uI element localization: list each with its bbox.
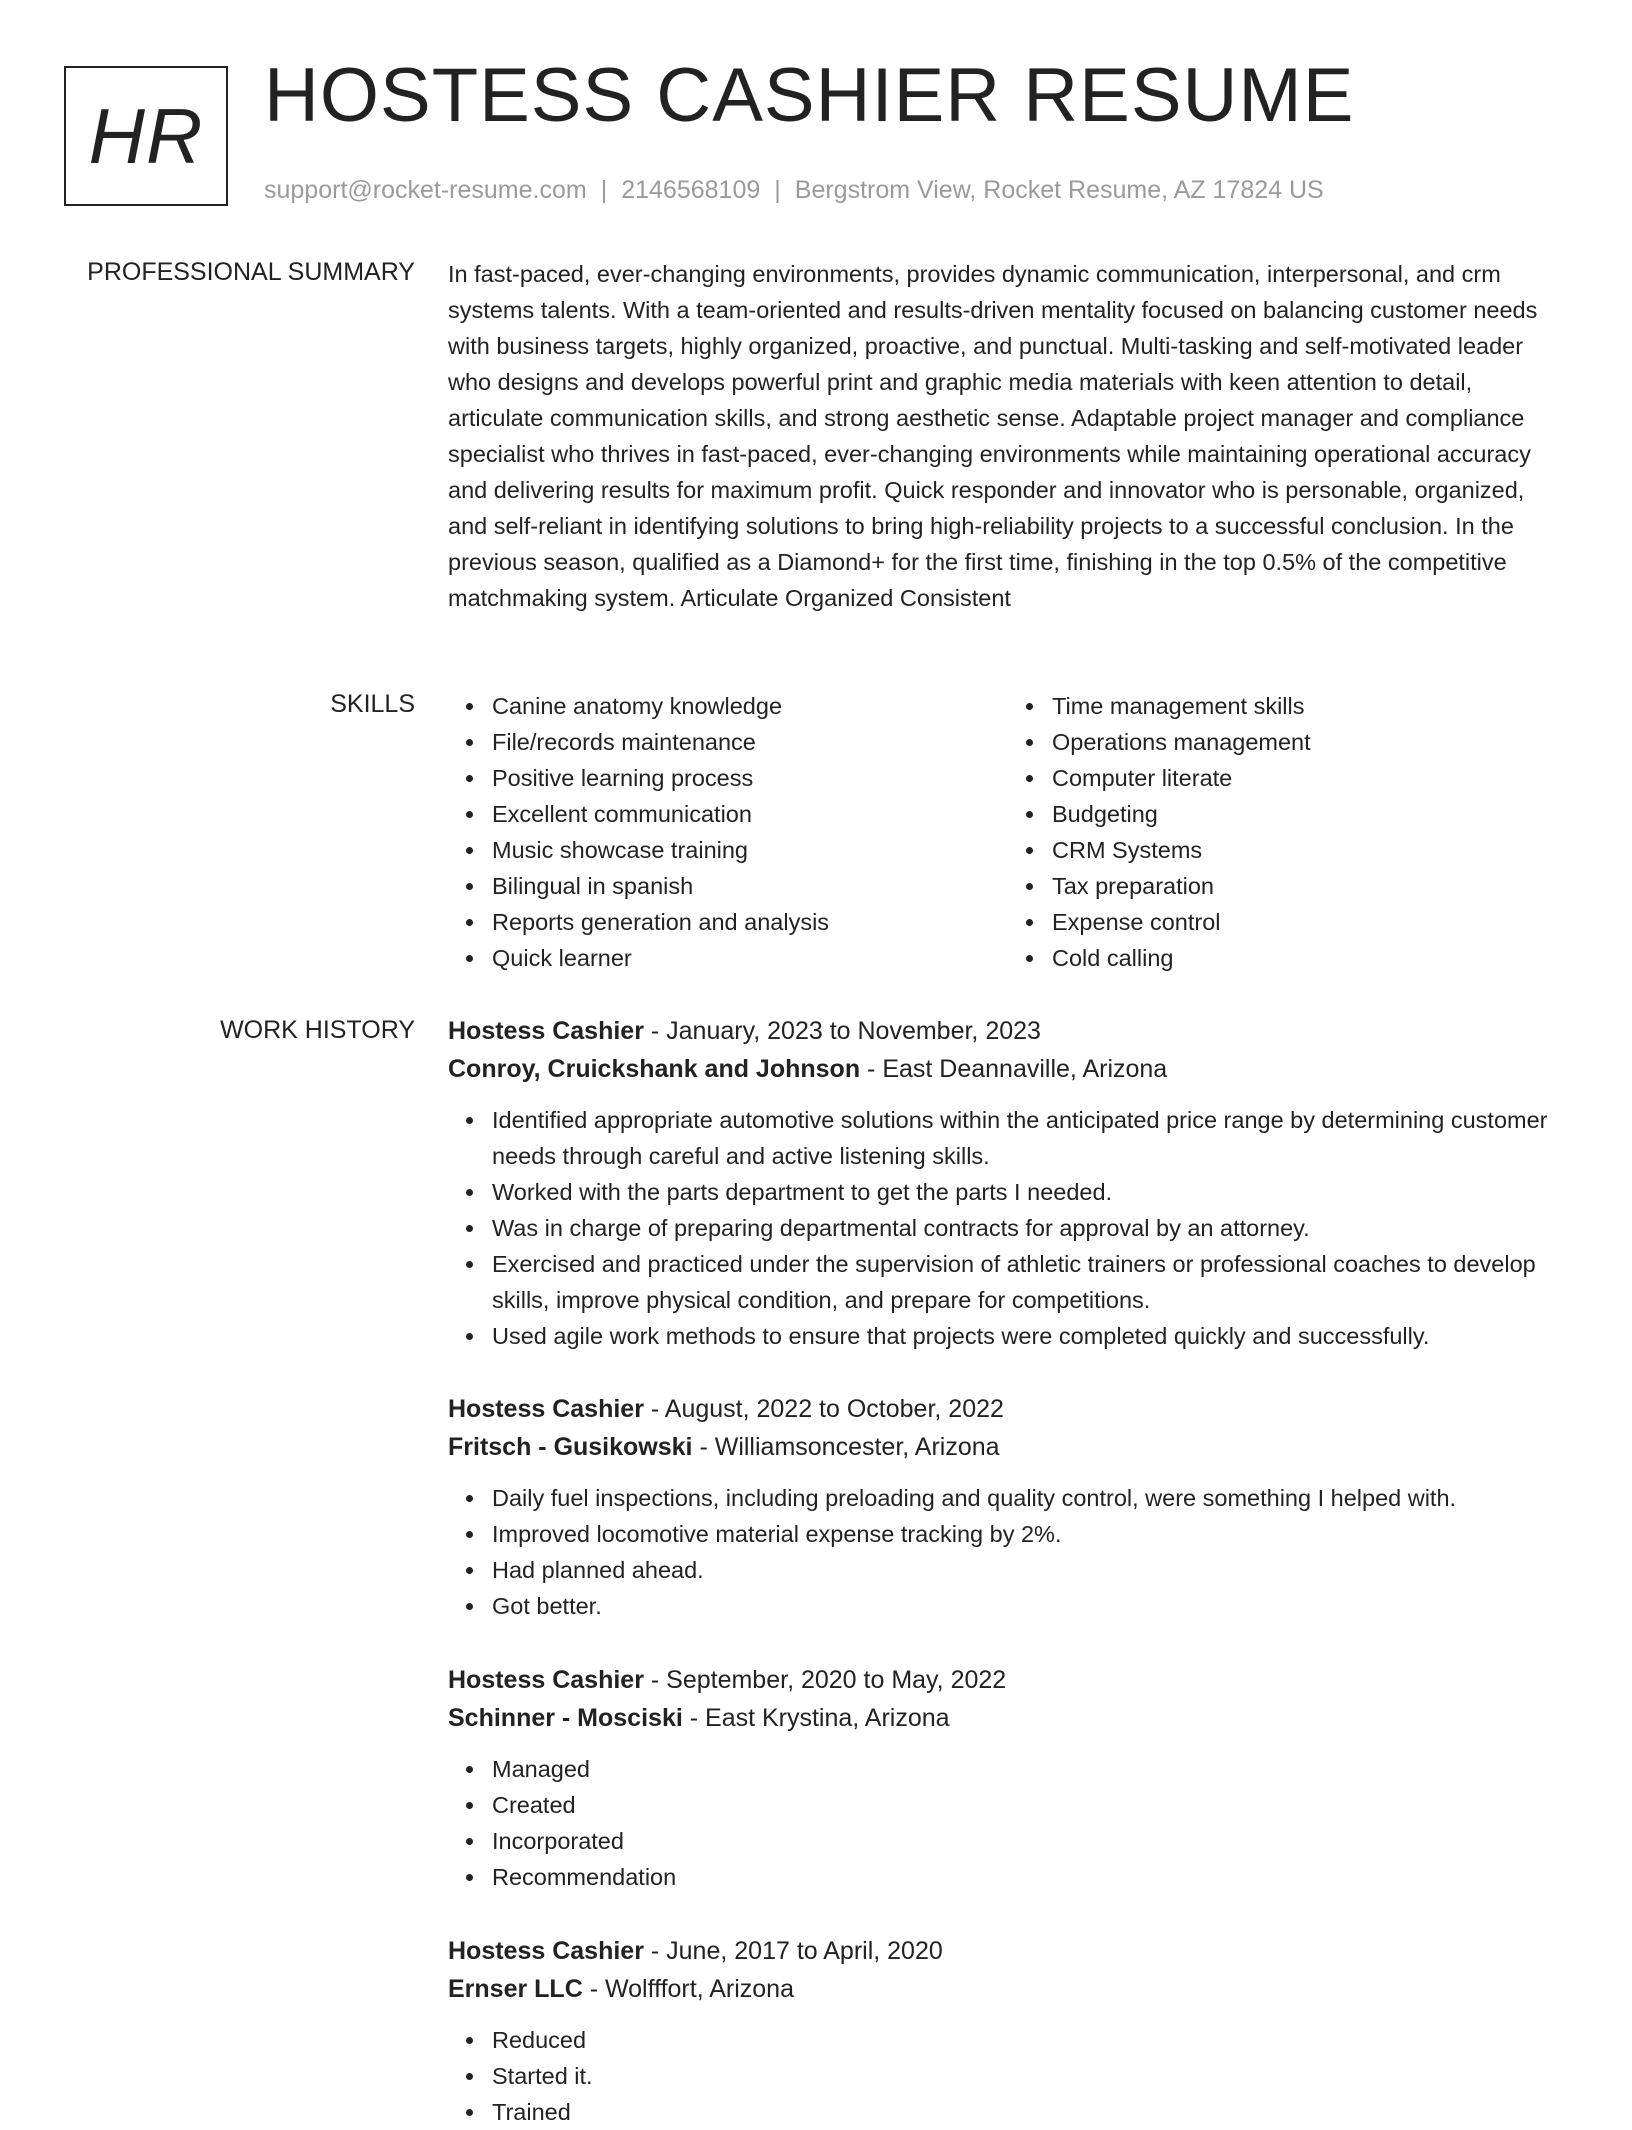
job-bullet: Was in charge of preparing departmental contracts for approval by an attorney.: [492, 1210, 1568, 1246]
job-company: Fritsch - Gusikowski: [448, 1433, 693, 1461]
job-bullet: Reduced: [492, 2022, 1568, 2058]
job-bullet: Trained: [492, 2094, 1568, 2130]
job-entry: [448, 1390, 1568, 1624]
separator: |: [600, 176, 608, 204]
job-bullet: Recommendation: [492, 1859, 1568, 1895]
skill-item: Excellent communication: [492, 796, 1008, 832]
job-bullet: Had planned ahead.: [492, 1552, 1568, 1588]
job-bullet: Incorporated: [492, 1823, 1568, 1859]
skill-item: Cold calling: [1052, 940, 1568, 976]
job-dates: - August, 2022 to October, 2022: [643, 1395, 1004, 1423]
job-bullet: Used agile work methods to ensure that projects were completed quickly and successfully.: [492, 1318, 1568, 1354]
skill-item: Operations management: [1052, 724, 1568, 760]
job-title-line: [448, 1932, 1568, 1970]
job-location: - East Krystina, Arizona: [682, 1704, 950, 1732]
job-bullets: [448, 1480, 1568, 1624]
job-company: Schinner - Mosciski: [448, 1704, 683, 1732]
job-title-line: [448, 1661, 1568, 1699]
job-title: Hostess Cashier: [448, 1666, 644, 1694]
job-bullet: Started it.: [492, 2058, 1568, 2094]
skill-item: Canine anatomy knowledge: [492, 688, 1008, 724]
job-title: Hostess Cashier: [448, 1395, 644, 1423]
skill-item: File/records maintenance: [492, 724, 1008, 760]
job-title-line: [448, 1012, 1568, 1050]
section-label-summary: PROFESSIONAL SUMMARY: [87, 258, 415, 286]
skill-item: Time management skills: [1052, 688, 1568, 724]
summary-body: [448, 256, 1568, 616]
job-bullet: Worked with the parts department to get the parts I needed.: [492, 1174, 1568, 1210]
skill-item: Bilingual in spanish: [492, 868, 1008, 904]
job-company-line: [448, 1699, 1568, 1737]
job-bullet: Daily fuel inspections, including preloading and quality control, were something I helped with.: [492, 1480, 1568, 1516]
job-bullet: Improved locomotive material expense tracking by 2%.: [492, 1516, 1568, 1552]
skill-item: Expense control: [1052, 904, 1568, 940]
skill-item: Computer literate: [1052, 760, 1568, 796]
summary-text: In fast-paced, ever-changing environments, provides dynamic communication, interpersonal, and crm systems talents. With a team-oriented and results-driven mentality focused on balancing customer needs with business targets, highly organized, proactive, and punctual. Multi-tasking and self-motivated leader who designs and develops powerful print and graphic media materials with keen attention to detail, articulate communication skills, and strong aesthetic sense. Adaptable project manager and compliance specialist who thrives in fast-paced, ever-changing environments while maintaining operational accuracy and delivering results for maximum profit. Quick responder and innovator who is personable, organized, and self-reliant in identifying solutions to bring high-reliability projects to a successful conclusion. In the previous season, qualified as a Diamond+ for the first time, finishing in the top 0.5% of the competitive matchmaking system. Articulate Organized Consistent: [448, 261, 1538, 611]
job-company-line: [448, 1428, 1568, 1466]
section-label-skills: SKILLS: [330, 690, 415, 718]
skill-item: Music showcase training: [492, 832, 1008, 868]
skill-item: CRM Systems: [1052, 832, 1568, 868]
job-entry: [448, 1661, 1568, 1895]
job-company-line: [448, 1970, 1568, 2008]
job-bullets: [448, 1102, 1568, 1354]
job-title: Hostess Cashier: [448, 1017, 644, 1045]
monogram-logo: HR: [64, 66, 228, 206]
job-bullet: Got better.: [492, 1588, 1568, 1624]
job-dates: - September, 2020 to May, 2022: [643, 1666, 1007, 1694]
job-title: Hostess Cashier: [448, 1937, 644, 1965]
job-dates: - January, 2023 to November, 2023: [643, 1017, 1041, 1045]
job-bullet: Identified appropriate automotive solutions within the anticipated price range by determining customer needs through careful and active listening skills.: [492, 1102, 1568, 1174]
skill-item: Reports generation and analysis: [492, 904, 1008, 940]
job-location: - Wolfffort, Arizona: [582, 1975, 794, 2003]
job-title-line: [448, 1390, 1568, 1428]
job-company: Conroy, Cruickshank and Johnson: [448, 1055, 861, 1083]
job-entry: [448, 1012, 1568, 1354]
job-bullets: [448, 2022, 1568, 2130]
section-label-work-history: WORK HISTORY: [220, 1016, 415, 1044]
job-entry: [448, 1932, 1568, 2130]
page-title: HOSTESS CASHIER RESUME: [264, 53, 1355, 138]
separator: |: [774, 176, 781, 204]
job-bullet: Created: [492, 1787, 1568, 1823]
skill-item: Quick learner: [492, 940, 1008, 976]
email-text: support@rocket-resume.com: [264, 176, 587, 204]
contact-line: [264, 176, 1324, 205]
skill-item: Positive learning process: [492, 760, 1008, 796]
skill-item: Budgeting: [1052, 796, 1568, 832]
job-company-line: [448, 1050, 1568, 1088]
job-bullets: [448, 1751, 1568, 1895]
job-company: Ernser LLC: [448, 1975, 583, 2003]
job-bullet: Exercised and practiced under the supervision of athletic trainers or professional coaches to develop skills, improve physical condition, and prepare for competitions.: [492, 1246, 1568, 1318]
skills-body: [448, 688, 1568, 976]
skills-list-right: [1008, 688, 1568, 976]
job-dates: - June, 2017 to April, 2020: [643, 1937, 943, 1965]
job-location: - East Deannaville, Arizona: [860, 1055, 1168, 1083]
skills-list-left: [448, 688, 1008, 976]
address-text: Bergstrom View, Rocket Resume, AZ 17824 US: [794, 176, 1324, 204]
skill-item: Tax preparation: [1052, 868, 1568, 904]
job-bullet: Managed: [492, 1751, 1568, 1787]
skills-columns: [448, 688, 1568, 976]
job-location: - Williamsoncester, Arizona: [692, 1433, 1000, 1461]
phone-text: 2146568109: [621, 176, 761, 204]
